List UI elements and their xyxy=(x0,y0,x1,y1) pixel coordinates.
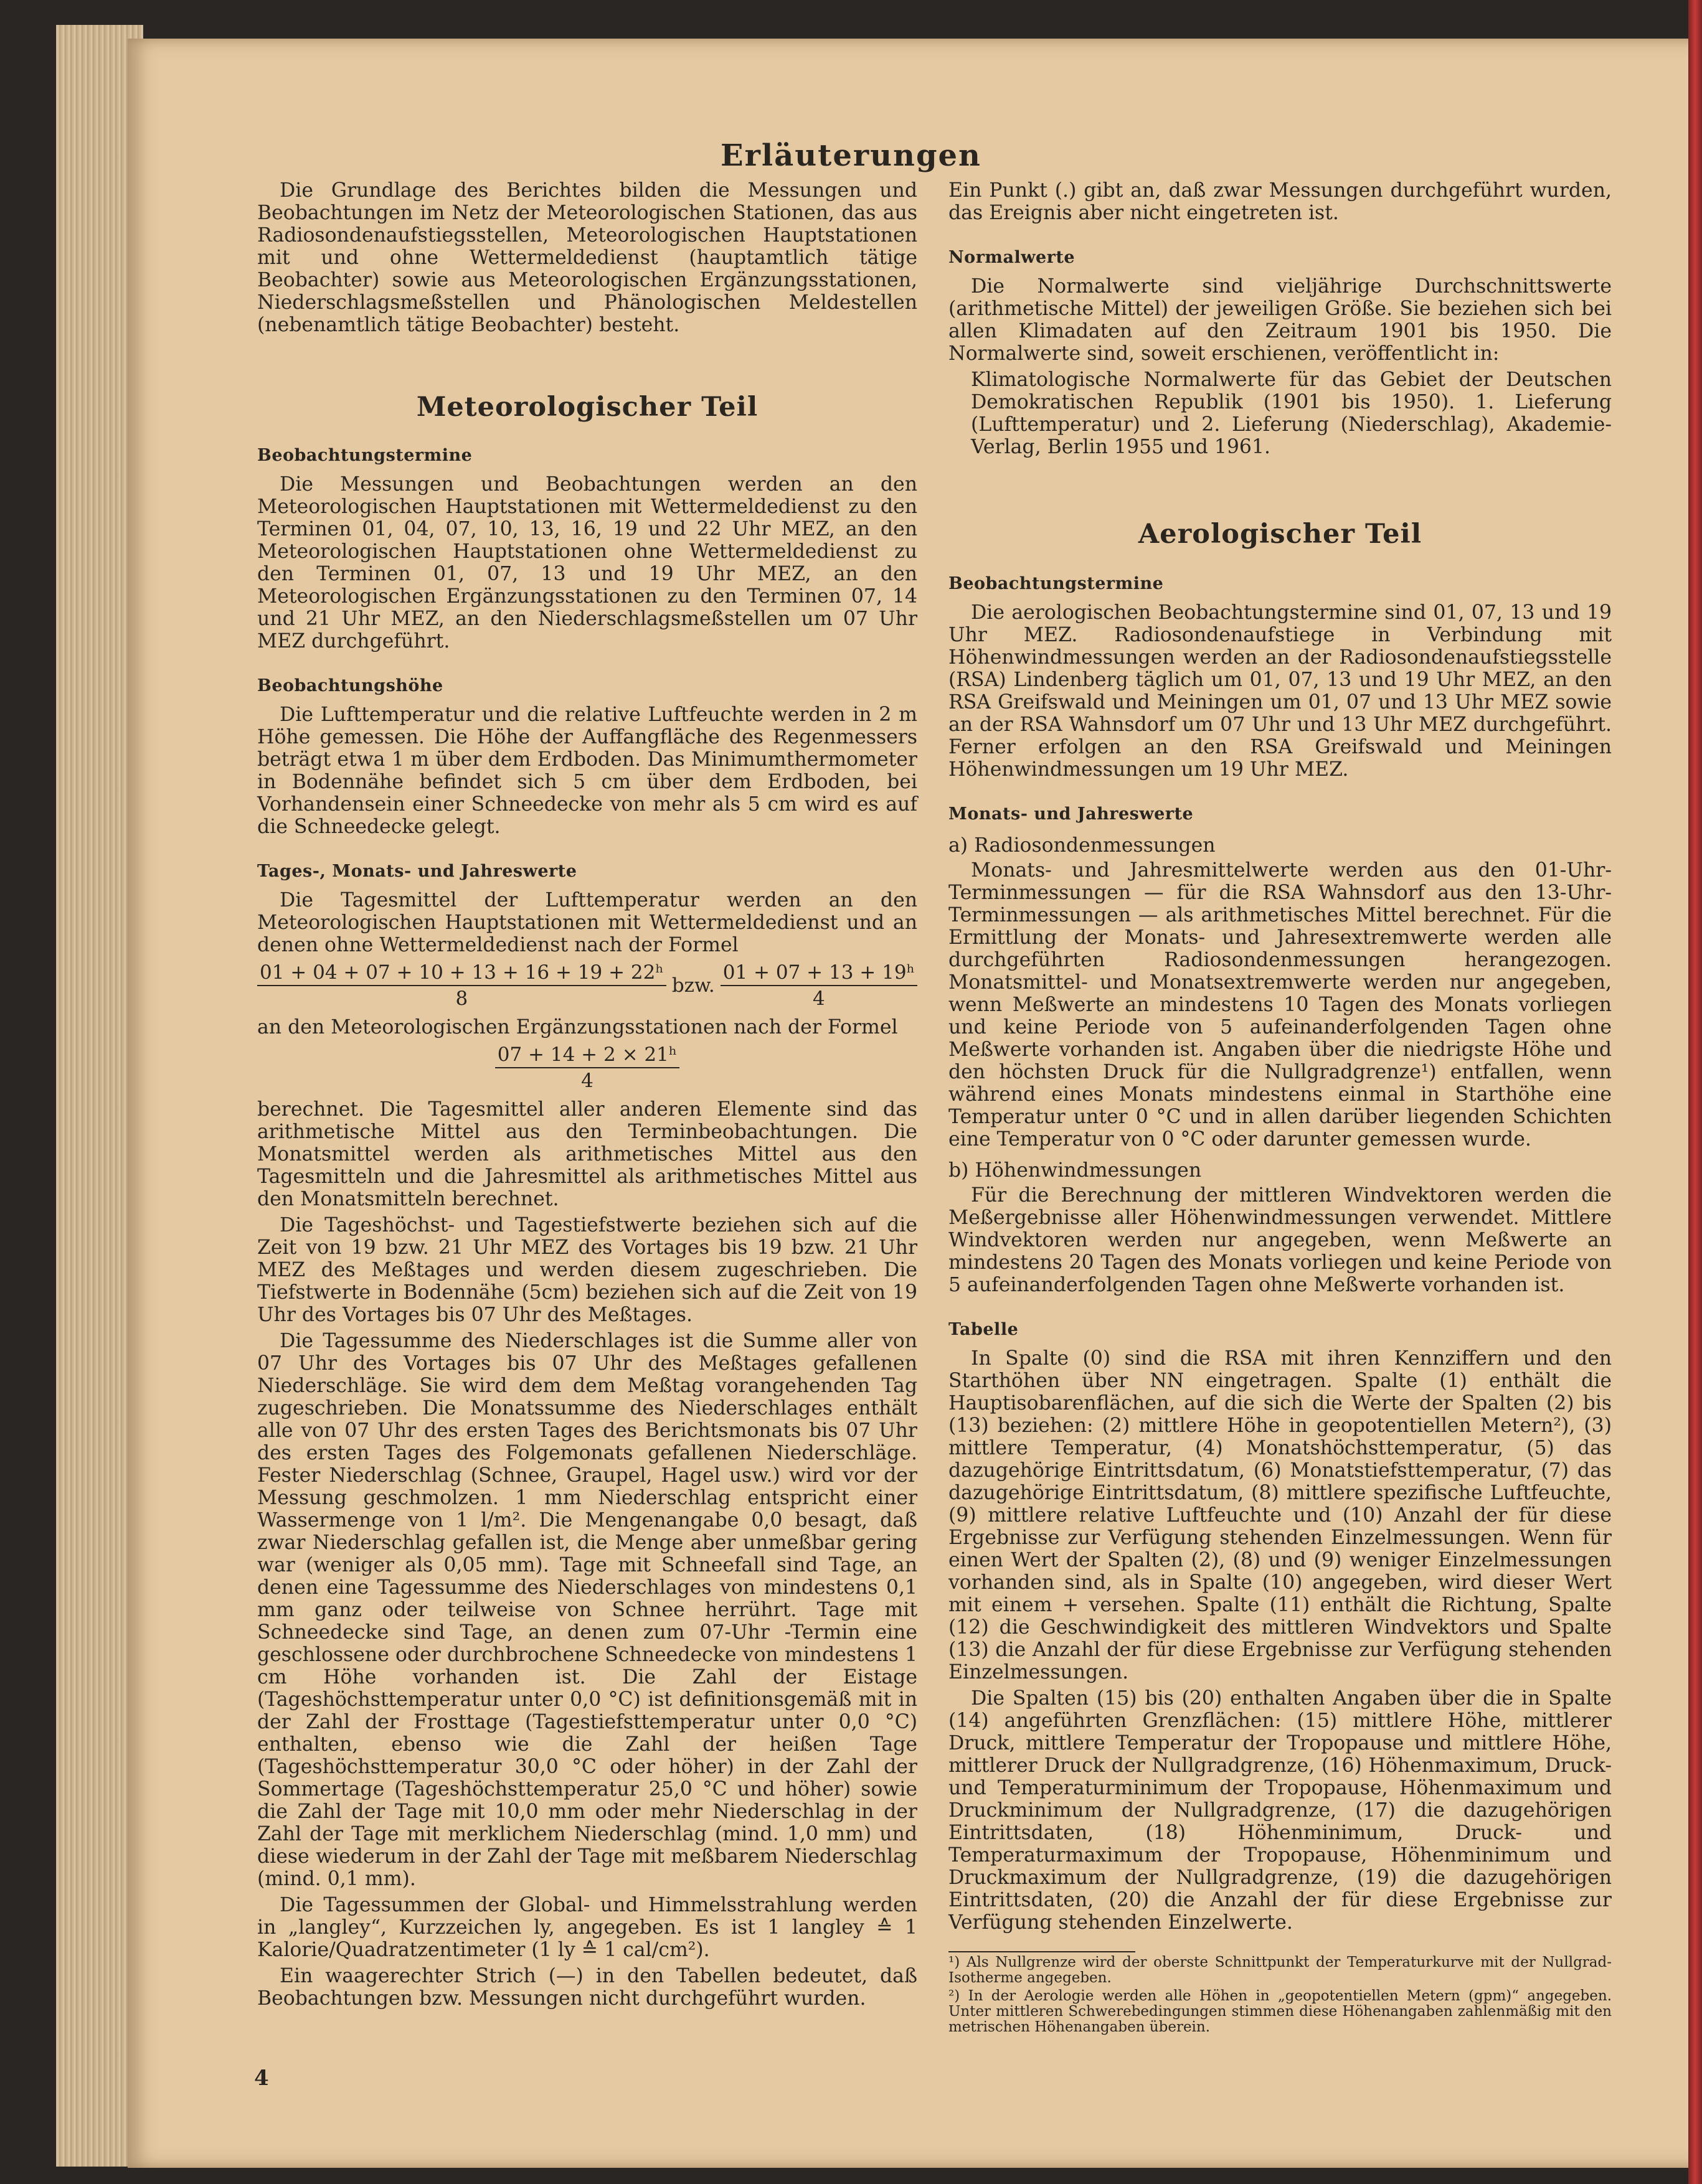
formula-row-2 xyxy=(257,1043,917,1092)
formula-denominator: 8 xyxy=(455,987,468,1010)
paragraph-ergaenzung: an den Meteorologischen Ergänzungsstationen nach der Formel xyxy=(257,1016,898,1038)
formula-denominator: 4 xyxy=(581,1070,593,1092)
footnote-rule xyxy=(948,1951,1135,1952)
reference-normalwerte: Klimatologische Normalwerte für das Gebiet der Deutschen Demokratischen Republik (1901 bis 1950). 1. Lieferung (Lufttemperatur) und 2. Lieferung (Niederschlag), Akademie-Verlag, Berlin 1955 und 1961. xyxy=(971,369,1612,458)
subheading-aero-termine: Beobachtungstermine xyxy=(948,574,1164,593)
formula-separator: bzw. xyxy=(671,974,715,997)
formula-numerator: 01 + 07 + 13 + 19ʰ xyxy=(721,961,917,986)
subheading-beobachtungshoehe: Beobachtungshöhe xyxy=(257,676,443,695)
formula-4-terms xyxy=(721,961,917,1010)
section-title-aerologisch: Aerologischer Teil xyxy=(1138,519,1422,550)
subheading-normalwerte: Normalwerte xyxy=(948,248,1076,267)
paragraph-tagesmittel: Die Tagesmittel der Lufttemperatur werden an den Meteorologischen Hauptstationen mit Wettermeldedienst und an denen ohne Wettermeldedienst nach der Formel xyxy=(257,889,917,956)
page-number: 4 xyxy=(254,2066,269,2091)
subheading-tageswerte: Tages-, Monats- und Jahreswerte xyxy=(257,862,577,881)
formula-numerator: 01 + 04 + 07 + 10 + 13 + 16 + 19 + 22ʰ xyxy=(257,961,666,986)
page-title: Erläuterungen xyxy=(721,138,981,174)
paragraph-hoehe: Die Lufttemperatur und die relative Luftfeuchte werden in 2 m Höhe gemessen. Die Höhe der Auffangfläche des Regenmessers beträgt etwa 1 m über dem Erdboden. Das Minimumthermometer in Bodennähe befindet sich 5 cm über dem Erdboden, bei Vorhandensein einer Schneedecke von mehr als 5 cm wird es auf die Schneedecke gelegt. xyxy=(257,704,917,838)
paragraph-niederschlag: Die Tagessumme des Niederschlages ist die Summe aller von 07 Uhr des Vortages bis 07 Uhr des Meßtages gefallenen Niederschläge. Sie wird dem dem Meßtag vorangehenden Tag zugeschrieben. Die Monatssumme des Niederschlages enthält alle von 07 Uhr des ersten Tages des Berichtsmonats bis 07 Uhr des ersten Tages des Folgemonats gefallenen Niederschläge. Fester Niederschlag (Schnee, Graupel, Hagel usw.) wird vor der Messung geschmolzen. 1 mm Niederschlag entspricht einer Wassermenge von 1 l/m². Die Mengenangabe 0,0 besagt, daß zwar Niederschlag gefallen ist, die Menge aber unmeßbar gering war (weniger als 0,05 mm). Tage mit Schneefall sind Tage, an denen eine Tagessumme des Niederschlages von mindestens 0,1 mm ganz oder teilweise von Schnee herrührt. Tage mit Schneedecke sind Tage, an denen zum 07-Uhr -Termin eine geschlossene oder durchbrochene Schneedecke von mindestens 1 cm Höhe vorhanden ist. Die Zahl der Eistage (Tageshöchsttemperatur unter 0,0 °C) ist definitionsgemäß mit in der Zahl der Frosttage (Tagestiefsttemperatur unter 0,0 °C) enthalten, ebenso wie die Zahl der heißen Tage (Tageshöchsttemperatur 30,0 °C oder höher) in der Zahl der Sommertage (Tageshöchsttemperatur 25,0 °C und höher) sowie die Zahl der Tage mit 10,0 mm oder mehr Niederschlag in der Zahl der Tage mit merklichem Niederschlag (mind. 1,0 mm) und diese wiederum in der Zahl der Tage mit meßbarem Niederschlag (mind. 0,1 mm). xyxy=(257,1330,917,1890)
formula-8-terms xyxy=(257,961,666,1010)
label-radiosondenmessungen: a) Radiosondenmessungen xyxy=(948,834,1216,857)
left-column xyxy=(257,179,917,2013)
formula-numerator: 07 + 14 + 2 × 21ʰ xyxy=(495,1043,680,1068)
paragraph-punkt: Ein Punkt (.) gibt an, daß zwar Messungen durchgeführt wurden, das Ereignis aber nicht eingetreten ist. xyxy=(948,179,1612,224)
formula-ergaenzung xyxy=(495,1043,680,1092)
paragraph-extremwerte: Die Tageshöchst- und Tagestiefstwerte beziehen sich auf die Zeit von 19 bzw. 21 Uhr MEZ des Vortages bis 19 bzw. 21 Uhr MEZ des Meßtages und werden diesem zugeschrieben. Die Tiefstwerte in Bodennähe (5cm) beziehen sich auf die Zeit von 19 Uhr des Vortages bis 07 Uhr des Meßtages. xyxy=(257,1214,917,1326)
paragraph-radiosonden: Monats- und Jahresmittelwerte werden aus den 01-Uhr-Terminmessungen — für die RSA Wahnsdorf aus den 13-Uhr-Terminmessungen — als arithmetisches Mittel berechnet. Für die Ermittlung der Monats- und Jahresextremwerte werden alle durchgeführten Radiosondenmessungen herangezogen. Monatsmittel- und Monatsextremwerte werden nur angegeben, wenn Meßwerte an mindestens 10 Tagen des Monats vorliegen und keine Periode von 5 aufeinanderfolgenden Tagen ohne Meßwerte vorhanden ist. Angaben über die niedrigste Höhe und den höchsten Druck für die Nullgradgrenze¹) entfallen, wenn während eines Monats mindestens einmal in Starthöhe eine Temperatur unter 0 °C und in allen darüber liegenden Schichten eine Temperatur von 0 °C oder darunter gemessen wurde. xyxy=(948,859,1612,1151)
footnote-1: ¹) Als Nullgrenze wird der oberste Schnittpunkt der Temperaturkurve mit der Nullgrad-Isotherme angegeben. xyxy=(948,1954,1612,1986)
intro-paragraph: Die Grundlage des Berichtes bilden die Messungen und Beobachtungen im Netz der Meteorologischen Stationen, das aus Radiosondenaufstiegsstellen, Meteorologischen Hauptstationen mit und ohne Wettermeldedienst (hauptamtlich tätige Beobachter) sowie aus Meteorologischen Ergänzungsstationen, Niederschlagsmeßstellen und Phänologischen Meldestellen (nebenamtlich tätige Beobachter) besteht. xyxy=(257,179,917,336)
paragraph-hoehenwind: Für die Berechnung der mittleren Windvektoren werden die Meßergebnisse aller Höhenwindmessungen verwendet. Mittlere Windvektoren werden nur angegeben, wenn Meßwerte an mindestens 20 Tagen des Monats vorliegen und keine Periode von 5 aufeinanderfolgenden Tagen ohne Meßwerte vorhanden ist. xyxy=(948,1184,1612,1296)
formula-row-1 xyxy=(257,961,917,1010)
subheading-monats-jahreswerte: Monats- und Jahreswerte xyxy=(948,804,1194,824)
paragraph-aero-termine: Die aerologischen Beobachtungstermine sind 01, 07, 13 und 19 Uhr MEZ. Radiosondenaufstiege in Verbindung mit Höhenwindmessungen werden an der Radiosondenaufstiegsstelle (RSA) Lindenberg täglich um 01, 07, 13 und 19 Uhr MEZ, an den RSA Greifswald und Meiningen um 01, 07 und 13 Uhr MEZ sowie an der RSA Wahnsdorf um 07 Uhr und 13 Uhr MEZ durchgeführt. Ferner erfolgen an den RSA Greifswald und Meiningen Höhenwindmessungen um 19 Uhr MEZ. xyxy=(948,601,1612,781)
subheading-beobachtungstermine: Beobachtungstermine xyxy=(257,446,473,465)
formula-denominator: 4 xyxy=(813,987,825,1010)
paragraph-tabelle-2: Die Spalten (15) bis (20) enthalten Angaben über die in Spalte (14) angeführten Grenzflächen: (15) mittlere Höhe, mittlerer Druck, mittlere Temperatur der Tropopause und mittlere Höhe, mittlerer Druck der Nullgradgrenze, (16) Höhenmaximum, Druck- und Temperaturminimum der Tropopause, Höhenmaximum und Druckminimum der Nullgradgrenze, (17) die dazugehörigen Eintrittsdaten, (18) Höhenminimum, Druck- und Temperaturmaximum der Tropopause, Höhenminimum und Druckmaximum der Nullgradgrenze, (19) die dazugehörigen Eintrittsdaten, (20) die Anzahl der für diese Ergebnisse zur Verfügung stehenden Einzelwerte. xyxy=(948,1687,1612,1934)
paragraph-termine: Die Messungen und Beobachtungen werden an den Meteorologischen Hauptstationen mit Wettermeldedienst zu den Terminen 01, 04, 07, 10, 13, 16, 19 und 22 Uhr MEZ, an den Meteorologischen Hauptstationen ohne Wettermeldedienst zu den Terminen 01, 07, 13 und 19 Uhr MEZ, an den Meteorologischen Ergänzungsstationen zu den Terminen 07, 14 und 21 Uhr MEZ, an den Niederschlagsmeßstellen um 07 Uhr MEZ durchgeführt. xyxy=(257,473,917,652)
section-title-meteorologisch: Meteorologischer Teil xyxy=(416,392,759,423)
paragraph-strich: Ein waagerechter Strich (—) in den Tabellen bedeutet, daß Beobachtungen bzw. Messungen nicht durchgeführt wurden. xyxy=(257,1965,917,2010)
footnote-2: ²) In der Aerologie werden alle Höhen in „geopotentiellen Metern (gpm)“ angegeben. Unter mittleren Schwerebedingungen stimmen diese Höhenangaben zahlenmäßig mit den metrischen Höhenangaben überein. xyxy=(948,1988,1612,2035)
paragraph-normalwerte: Die Normalwerte sind vieljährige Durchschnittswerte (arithmetische Mittel) der jeweiligen Größe. Sie beziehen sich bei allen Klimadaten auf den Zeitraum 1901 bis 1950. Die Normalwerte sind, soweit erschienen, veröffentlicht in: xyxy=(948,275,1612,365)
paragraph-strahlung: Die Tagessummen der Global- und Himmelsstrahlung werden in „langley“, Kurzzeichen ly, angegeben. Es ist 1 langley ≙ 1 Kalorie/Quadratzentimeter (1 ly ≙ 1 cal/cm²). xyxy=(257,1894,917,1961)
book-cover-edge xyxy=(1688,0,1702,2184)
label-hoehenwindmessungen: b) Höhenwindmessungen xyxy=(948,1159,1202,1182)
paragraph-berechnet: berechnet. Die Tagesmittel aller anderen Elemente sind das arithmetische Mittel aus den Terminbeobachtungen. Die Monatsmittel werden als arithmetisches Mittel aus den Tagesmitteln und die Jahresmittel als arithmetisches Mittel aus den Monatsmitteln berechnet. xyxy=(257,1098,917,1210)
paragraph-tabelle-1: In Spalte (0) sind die RSA mit ihren Kennziffern und den Starthöhen über NN eingetragen. Spalte (1) enthält die Hauptisobarenflächen, auf die sich die Werte der Spalten (2) bis (13) beziehen: (2) mittlere Höhe in geopotentiellen Metern²), (3) mittlere Temperatur, (4) Monatshöchsttemperatur, (5) das dazugehörige Eintrittsdatum, (6) Monatstiefsttemperatur, (7) das dazugehörige Eintrittsdatum, (8) mittlere spezifische Luftfeuchte, (9) mittlere relative Luftfeuchte und (10) Anzahl der für diese Ergebnisse zur Verfügung stehenden Einzelmessungen. Wenn für einen Wert der Spalten (2), (8) und (9) weniger Einzelmessungen vorhanden sind, als in Spalte (10) angegeben, wird dieser Wert mit einem + versehen. Spalte (11) enthält die Richtung, Spalte (12) die Geschwindigkeit des mittleren Windvektors und Spalte (13) die Anzahl der für diese Ergebnisse zur Verfügung stehenden Einzelmessungen. xyxy=(948,1347,1612,1683)
subheading-tabelle: Tabelle xyxy=(948,1320,1019,1339)
right-column xyxy=(948,179,1612,2035)
